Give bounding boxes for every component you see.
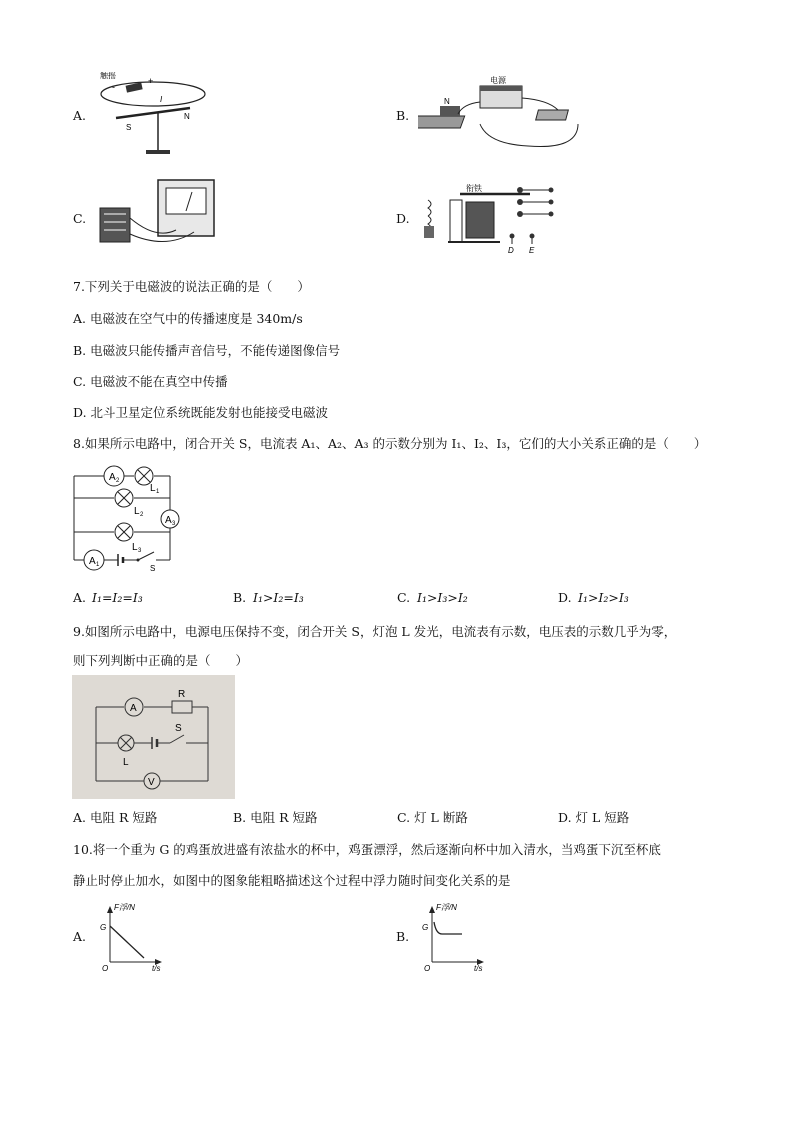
q7-option-b[interactable]: B. 电磁波只能传播声音信号，不能传递图像信号 (73, 343, 341, 358)
q6-option-d-label[interactable]: D. (396, 211, 410, 226)
q8-option-b[interactable]: B. (233, 590, 247, 605)
n-label: N (444, 97, 450, 106)
q8-circuit-diagram (70, 458, 190, 574)
q8-option-c[interactable]: C. (397, 590, 411, 605)
q10-stem-line2: 静止时停止加水，如图中的图象能粗略描述这个过程中浮力随时间变化关系的是 (73, 873, 511, 888)
q9-stem-line2: 则下列判断中正确的是（ ） (73, 653, 249, 668)
graph-b-g-label: G (422, 923, 429, 932)
q10-graph-b (420, 900, 490, 972)
q9-circuit-photo (72, 675, 235, 799)
graph-a-ylabel: F浮/N (114, 903, 135, 912)
q9-circuit-diagram (72, 675, 235, 799)
q6-option-c-label[interactable]: C. (73, 211, 87, 226)
q6-option-b-label[interactable]: B. (396, 108, 410, 123)
q8-option-c-text[interactable]: I₁>I₃>I₂ (417, 590, 468, 605)
q6-figure-a-oersted (98, 72, 210, 158)
q9-option-a[interactable]: A. 电阻 R 短路 (73, 810, 158, 825)
q9-stem-line1: 9.如图所示电路中，电源电压保持不变，闭合开关 S，灯泡 L 发光，电流表有示数，电压表的示数几乎为零， (73, 624, 677, 639)
ammeter-a1-label: A (89, 556, 96, 567)
lamp-l3-label: L (132, 542, 138, 553)
voltmeter-label: V (148, 777, 155, 788)
ammeter-label: A (130, 703, 137, 714)
battery-label: 触摇 (100, 72, 116, 80)
q10-stem-line1: 10.将一个重为 G 的鸡蛋放进盛有浓盐水的杯中，鸡蛋漂浮，然后逐渐向杯中加入清水，当鸡蛋下沉至杯底 (73, 842, 661, 857)
q8-option-a[interactable]: A. (73, 590, 87, 605)
lamp-l3-sub: 3 (138, 548, 142, 554)
graph-a-origin-label: O (102, 964, 109, 972)
lamp-label: L (123, 757, 129, 768)
ammeter-a1-sub: 1 (96, 562, 100, 568)
q8-option-d[interactable]: D. (558, 590, 572, 605)
q7-option-d[interactable]: D. 北斗卫星定位系统既能发射也能接受电磁波 (73, 405, 329, 420)
q8-stem: 8.如果所示电路中，闭合开关 S，电流表 A₁、A₂、A₃ 的示数分别为 I₁、I₂、I₃，它们的大小关系正确的是（ ） (73, 436, 707, 451)
resistor-label: R (178, 689, 186, 700)
graph-a-xlabel: t/s (152, 964, 161, 972)
graph-b-line (434, 922, 462, 934)
current-label: I (160, 95, 163, 104)
q6-figure-d-relay (420, 182, 560, 254)
terminal-d-label: D (508, 246, 514, 254)
q7-stem: 7.下列关于电磁波的说法正确的是（ ） (73, 279, 310, 294)
s-pole-label: S (126, 123, 132, 132)
terminal-e-label: E (529, 246, 535, 254)
graph-a-g-label: G (100, 923, 107, 932)
q9-option-c[interactable]: C. 灯 L 断路 (397, 810, 468, 825)
q8-option-d-text[interactable]: I₁>I₂>I₃ (578, 590, 629, 605)
lamp-l1-label: L (150, 483, 156, 494)
armature-label: 衔铁 (466, 184, 482, 193)
minus-label: - (112, 82, 115, 92)
graph-b-xlabel: t/s (474, 964, 483, 972)
q8-option-b-text[interactable]: I₁>I₂=I₃ (253, 590, 304, 605)
lamp-l1-sub: 1 (156, 489, 160, 495)
ammeter-a2-label: A (109, 472, 116, 483)
q10-option-a-label[interactable]: A. (73, 929, 87, 944)
q6-figure-b-generator (418, 74, 593, 154)
graph-b-ylabel: F浮/N (436, 903, 457, 912)
switch-label: S (175, 723, 182, 734)
q10-graph-a (98, 900, 168, 972)
power-label: 电源 (490, 76, 506, 85)
q10-option-b-label[interactable]: B. (396, 929, 410, 944)
ammeter-a2-sub: 2 (116, 478, 120, 484)
graph-b-origin-label: O (424, 964, 431, 972)
q7-option-c[interactable]: C. 电磁波不能在真空中传播 (73, 374, 228, 389)
q6-option-a-label[interactable]: A. (73, 108, 87, 123)
n-pole-label: N (184, 112, 190, 121)
switch-s-label: S (150, 564, 156, 573)
ammeter-a3-label: A (165, 515, 172, 526)
graph-a-line (110, 926, 144, 958)
lamp-l2-label: L (134, 506, 140, 517)
q9-option-b[interactable]: B. 电阻 R 短路 (233, 810, 318, 825)
lamp-l2-sub: 2 (140, 512, 144, 518)
plus-label: + (148, 76, 154, 86)
q6-figure-c-meter (96, 178, 216, 250)
q7-option-a[interactable]: A. 电磁波在空气中的传播速度是 340m/s (73, 311, 303, 326)
ammeter-a3-sub: 3 (172, 521, 176, 527)
q8-option-a-text[interactable]: I₁=I₂=I₃ (92, 590, 143, 605)
q9-option-d[interactable]: D. 灯 L 短路 (558, 810, 630, 825)
